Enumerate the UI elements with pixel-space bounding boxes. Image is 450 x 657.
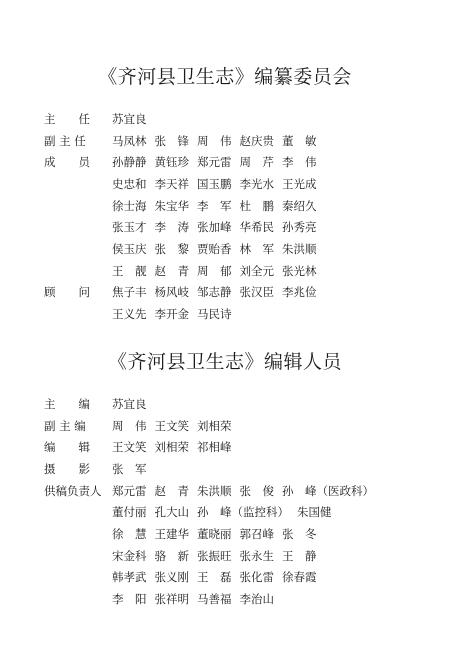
person-name: 祁相峰 [197, 440, 232, 455]
person-name: 张汉臣 [239, 285, 274, 300]
member-row [44, 545, 382, 567]
person-name: 刘相荣 [154, 440, 189, 455]
person-name: 李开金 [154, 307, 189, 322]
person-name: 张 黎 [154, 241, 189, 256]
member-row [44, 108, 325, 130]
names-group [112, 263, 325, 279]
person-name: 王文笑 [112, 440, 147, 455]
person-name: 华希民 [239, 220, 274, 235]
person-name: 邹志静 [197, 285, 232, 300]
member-row [44, 151, 325, 173]
role-label: 供稿负责人 [44, 483, 102, 498]
person-name: 郭召峰 [239, 526, 274, 541]
person-name: 骆 新 [154, 548, 189, 563]
person-name: 孙 峰（医政科） [282, 483, 374, 498]
person-name: 张祥明 [154, 592, 189, 607]
person-name: 徐 慧 [112, 526, 147, 541]
person-name: 赵庆贵 [239, 133, 274, 148]
person-name: 王光成 [282, 176, 317, 191]
member-row [44, 415, 382, 437]
person-name: 张 锋 [154, 133, 189, 148]
person-name: 王义先 [112, 307, 147, 322]
names-group [112, 548, 325, 564]
names-group [112, 418, 240, 434]
person-name: 赵 青 [154, 263, 189, 278]
names-group [112, 439, 240, 455]
person-name: 李兆俭 [282, 285, 317, 300]
person-name: 李治山 [239, 592, 274, 607]
person-name: 秦绍久 [282, 198, 317, 213]
person-name: 马善福 [197, 592, 232, 607]
person-name: 李天祥 [154, 176, 189, 191]
person-name: 王 静 [282, 548, 317, 563]
person-name: 周 芹 [239, 155, 274, 170]
names-group [112, 154, 325, 170]
person-name: 张义刚 [154, 570, 189, 585]
names-group [112, 526, 325, 542]
names-group [112, 461, 155, 477]
person-name: 朱洪顺 [282, 241, 317, 256]
person-name: 朱洪顺 [197, 483, 232, 498]
person-name: 徐士海 [112, 198, 147, 213]
person-name: 林 军 [239, 241, 274, 256]
person-name: 焦子丰 [112, 285, 147, 300]
person-name: 张加峰 [197, 220, 232, 235]
person-name: 孙 峰（监控科） [197, 505, 289, 520]
role-label: 顾 问 [44, 285, 90, 300]
person-name: 杨风岐 [154, 285, 189, 300]
person-name: 李 涛 [154, 220, 189, 235]
member-row [44, 393, 382, 415]
role-label: 成 员 [44, 155, 90, 170]
person-name: 周 伟 [112, 418, 147, 433]
person-name: 董晓丽 [197, 526, 232, 541]
committee-title: 《齐河县卫生志》编纂委员会 [98, 66, 352, 88]
person-name: 孙秀亮 [282, 220, 317, 235]
member-row [44, 436, 382, 458]
member-row [44, 216, 325, 238]
names-group [112, 569, 325, 585]
person-name: 朱国健 [297, 505, 332, 520]
person-name: 赵 青 [154, 483, 189, 498]
names-group [112, 198, 325, 214]
editors-list [44, 393, 382, 610]
member-row [44, 195, 325, 217]
names-group [112, 133, 325, 149]
names-group [112, 483, 382, 499]
person-name: 刘全元 [239, 263, 274, 278]
person-name: 李光水 [239, 176, 274, 191]
person-name: 苏宜良 [112, 396, 147, 411]
person-name: 张 军 [112, 461, 147, 476]
member-row [44, 501, 382, 523]
person-name: 国玉鹏 [197, 176, 232, 191]
member-row [44, 567, 382, 589]
role-label: 摄 影 [44, 461, 90, 476]
role-label: 副 主 编 [44, 418, 86, 433]
person-name: 张 俊 [239, 483, 274, 498]
person-name: 孙静静 [112, 155, 147, 170]
person-name: 朱宝华 [154, 198, 189, 213]
person-name: 李 伟 [282, 155, 317, 170]
role-label: 副 主 任 [44, 133, 86, 148]
person-name: 张玉才 [112, 220, 147, 235]
person-name: 王建华 [154, 526, 189, 541]
member-row [44, 282, 325, 304]
person-name: 韩孝武 [112, 570, 147, 585]
committee-list [44, 108, 325, 325]
names-group [112, 219, 325, 235]
names-group [112, 176, 325, 192]
member-row [44, 130, 325, 152]
person-name: 王 靓 [112, 263, 147, 278]
person-name: 李 军 [197, 198, 232, 213]
names-group [112, 504, 340, 520]
person-name: 王文笑 [154, 418, 189, 433]
person-name: 徐春霞 [282, 570, 317, 585]
person-name: 周 郁 [197, 263, 232, 278]
person-name: 李 阳 [112, 592, 147, 607]
role-label: 编 辑 [44, 440, 90, 455]
names-group [112, 591, 282, 607]
role-label: 主 任 [44, 111, 90, 126]
person-name: 贾贻香 [197, 241, 232, 256]
names-group [112, 306, 240, 322]
person-name: 宋金科 [112, 548, 147, 563]
member-row [44, 238, 325, 260]
person-name: 张化雷 [239, 570, 274, 585]
names-group [112, 241, 325, 257]
member-row [44, 480, 382, 502]
member-row [44, 588, 382, 610]
member-row [44, 173, 325, 195]
names-group [112, 284, 325, 300]
member-row [44, 260, 325, 282]
person-name: 张振旺 [197, 548, 232, 563]
person-name: 张光林 [282, 263, 317, 278]
person-name: 刘相荣 [197, 418, 232, 433]
person-name: 马民诗 [197, 307, 232, 322]
editors-title: 《齐河县卫生志》编辑人员 [107, 351, 342, 373]
names-group [112, 396, 155, 412]
member-row [44, 303, 325, 325]
person-name: 王 磊 [197, 570, 232, 585]
person-name: 郑元雷 [112, 483, 147, 498]
person-name: 史忠和 [112, 176, 147, 191]
person-name: 黄钰珍 [154, 155, 189, 170]
member-row [44, 458, 382, 480]
person-name: 董 敏 [282, 133, 317, 148]
person-name: 张永生 [239, 548, 274, 563]
person-name: 孔大山 [154, 505, 189, 520]
person-name: 郑元雷 [197, 155, 232, 170]
person-name: 杜 鹏 [239, 198, 274, 213]
member-row [44, 523, 382, 545]
person-name: 侯玉庆 [112, 241, 147, 256]
person-name: 张 冬 [282, 526, 317, 541]
person-name: 苏宜良 [112, 111, 147, 126]
person-name: 董付丽 [112, 505, 147, 520]
person-name: 周 伟 [197, 133, 232, 148]
role-label: 主 编 [44, 396, 90, 411]
person-name: 马凤林 [112, 133, 147, 148]
names-group [112, 111, 155, 127]
